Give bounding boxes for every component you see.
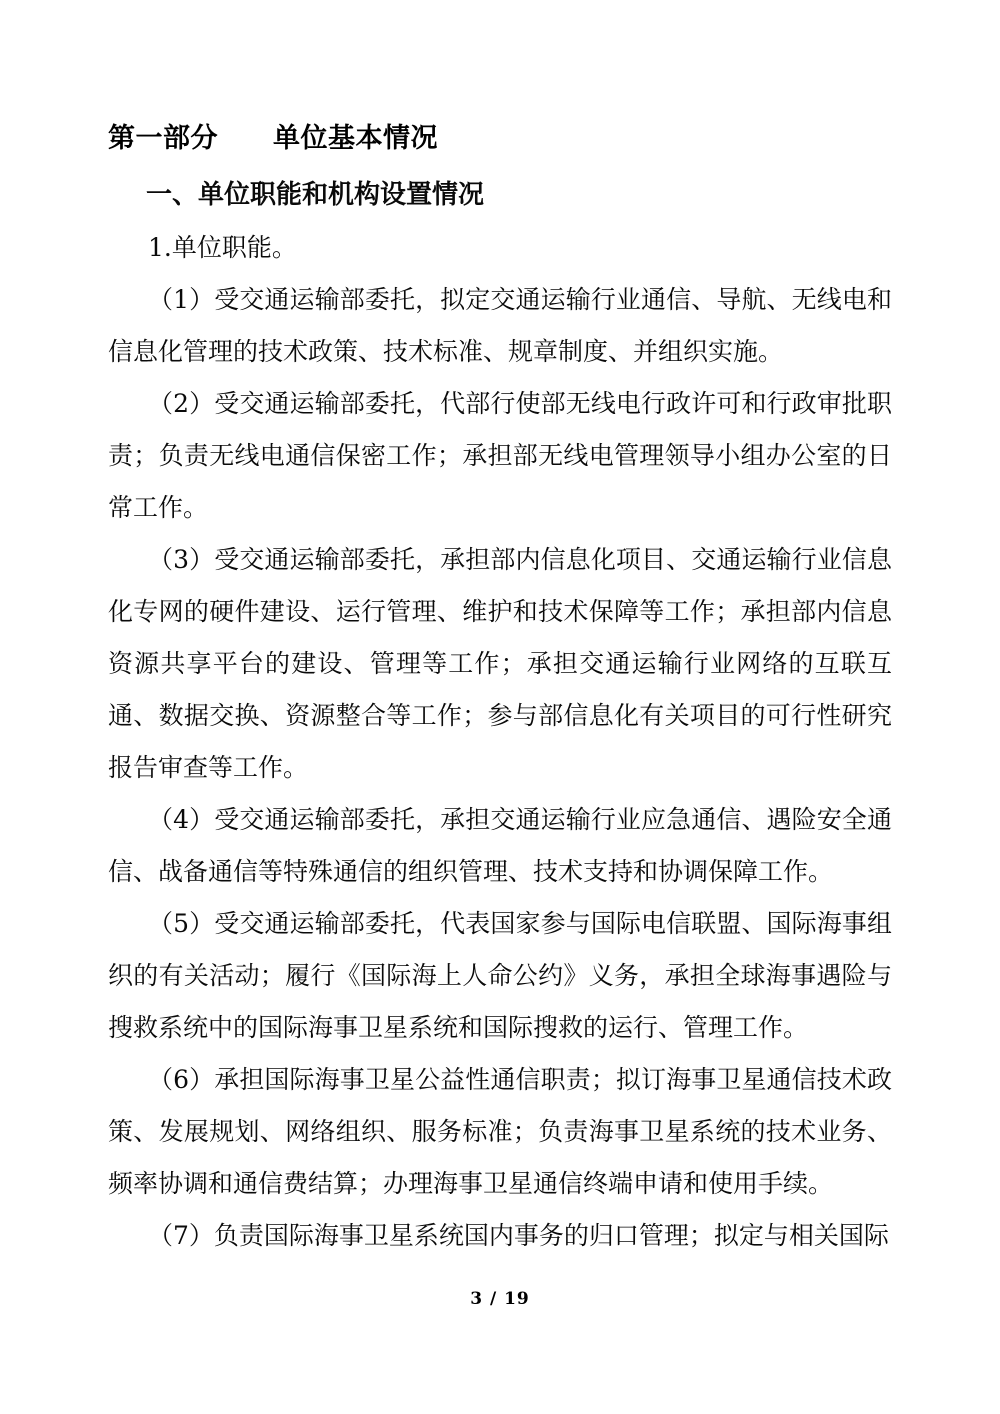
paragraph-item-3: （3）受交通运输部委托，承担部内信息化项目、交通运输行业信息化专网的硬件建设、运行管理、维护和技术保障等工作；承担部内信息资源共享平台的建设、管理等工作；承担交通运输行业网络的互联互通、数据交换、资源整合等工作；参与部信息化有关项目的可行性研究报告审查等工作。 (108, 545, 892, 782)
paragraph-item-4: （4）受交通运输部委托，承担交通运输行业应急通信、遇险安全通信、战备通信等特殊通信的组织管理、技术支持和协调保障工作。 (108, 805, 892, 886)
section-heading-level-1: 第一部分 单位基本情况 (108, 123, 438, 153)
paragraph-item-6: （6）承担国际海事卫星公益性通信职责；拟订海事卫星通信技术政策、发展规划、网络组织、服务标准；负责海事卫星系统的技术业务、频率协调和通信费结算；办理海事卫星通信终端申请和使用手续。 (108, 1065, 892, 1198)
section-heading-level-2: 一、单位职能和机构设置情况 (146, 180, 485, 210)
paragraph-item-1: （1）受交通运输部委托，拟定交通运输行业通信、导航、无线电和信息化管理的技术政策、技术标准、规章制度、并组织实施。 (108, 285, 892, 366)
page-footer-number: 3 / 19 (470, 1289, 530, 1309)
sub-heading-unit-functions: 1.单位职能。 (148, 233, 297, 262)
paragraph-item-7: （7）负责国际海事卫星系统国内事务的归口管理；拟定与相关国际 (148, 1221, 889, 1250)
page-content (108, 118, 892, 1262)
paragraph-item-5: （5）受交通运输部委托，代表国家参与国际电信联盟、国际海事组织的有关活动；履行《国际海上人命公约》义务，承担全球海事遇险与搜救系统中的国际海事卫星系统和国际搜救的运行、管理工作。 (108, 909, 892, 1042)
paragraph-item-2: （2）受交通运输部委托，代部行使部无线电行政许可和行政审批职责；负责无线电通信保密工作；承担部无线电管理领导小组办公室的日常工作。 (108, 389, 892, 522)
